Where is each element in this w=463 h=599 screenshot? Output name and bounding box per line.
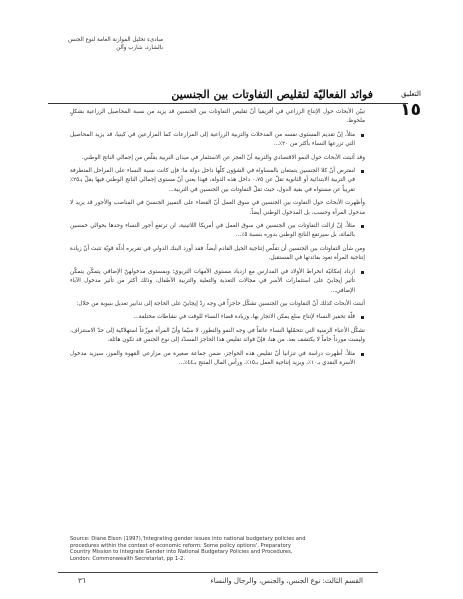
section-title: فوائد الفعاليّة لتقليص التفاوتات بين الجنسين xyxy=(171,88,373,101)
book-title: مبادىء تحليل الموازنة العامة لنوع الجنس xyxy=(68,37,163,43)
bullet-text: مثلاً، إنّ تقديم المستوى نفسه من المدخلات والتربية الزراعية إلى المزارعات كما المزارعين في كينيا، قد يزيد المحاصيل التي تزرعها النساء بأكثر من ٢٠٪... xyxy=(70,131,355,148)
bullet-icon xyxy=(361,170,364,173)
authors: بالشارد، شارب وآلن xyxy=(116,45,163,51)
body-content xyxy=(70,108,365,372)
page-number: ٣٦ xyxy=(78,577,86,585)
bullet-item xyxy=(70,313,365,322)
paragraph: تبيّن الأبحاث حول الإنتاج الزراعي في أفريقيا أنّ تقليص التفاوتات بين الجنسين قد يزيد من نسبة المحاصيل الزراعية بشكلٍ ملحوظ. xyxy=(70,109,365,125)
bullet-text: قلّة تحفيز النساء لإنتاج سلع يمكن الاتجار بها، وزيادة قضاء النساء للوقت في نشاطات مختلفة... xyxy=(133,314,355,321)
bullet-icon xyxy=(361,316,364,319)
bullet-icon xyxy=(361,353,364,356)
bullet-item xyxy=(70,222,365,241)
source-citation: Source: Diane Elson (1997),'Integrating gender issues into national budgetary policies and procedures within the context of economic reform: Some policy options', Preparatory Country Mission to Integrate Gender into National Budgetary Policies and Procedures, London: Commonwealth Secretariat, pp 1-2. xyxy=(70,536,306,562)
bullet-icon xyxy=(361,271,364,274)
paragraph: وأظهرت الأبحاث حول التفاوت بين الجنسين في سوق العمل أنّ القضاء على التمييز الجنسيّ في المناصب والأجور قد يزيد لا مدخول المرأة وحسب، بل المدخول الوطني أيضاً. xyxy=(70,200,365,216)
bullet-text: ازداد إمكانيّة انخراط الأولاد في المدارس مع ازدياد مستوى الأمهات التربوي؛ وبمستوى مدخولهنّ الإضافي يتمكّن يتمكّن تأثير إيجابيّ على استثمارات الأسر في مجالات التغذية والتعلية والتربية الأطفال، وذلك أكثر من تأثير مدخول الآباء الإضافي... xyxy=(70,268,355,294)
paragraph: أثبتت الأبحاث كذلك أنّ التفاوتات بين الجنسين تشكّل حاجزاً في وجه ردّ إيجابيّ على الحاجة إلى تدابير تعديل بنيوية من خلال: xyxy=(76,300,365,307)
footer-section-title: القسم الثالث: نوع الجنس، والجنس، والرجال والنساء xyxy=(210,577,363,585)
paragraph: وقد أثبتت الأبحاث حول النمو الاقتصادي والتربية أنّ العجز عن الاستثمار في ميدان التربية يقلّص من إجمالي الناتج الوطني. xyxy=(81,154,365,161)
bullet-text: مثلاً، أظهرت دراسة في تنزانيا أنّ تقليص هذه الحواجز، ضمن جماعة صغيرة من مزارعي القهوة والموز، سيزيد مدخول الأسرة النقدي بـ١٠٪، ويزيد إنتاجية العمل بـ١٥٪، ورأس المال المنتج بـ٤٤٪... xyxy=(70,350,355,366)
footer-rule xyxy=(58,572,378,573)
running-header xyxy=(33,36,163,52)
bullet-item xyxy=(70,131,365,150)
side-label: التعليق xyxy=(401,90,421,98)
bullet-item xyxy=(70,167,365,195)
bullet-text: مثلاً، إنّ ازالت التفاوتات بين الجنسين في سوق العمل في أمريكا اللاتينية، لن ترتفع أجور النساء وحدها بحوالي خمسين بالمائة، بل سيرتفع الناتج الوطني بدوره بنسبة ٥٪... xyxy=(70,223,355,239)
bullet-text: لنفترض أنّ كلا الجنسين يتمتعان بالمساواة في الشؤون كلّها داخل دولة ما؛ فإن كانت نسبة النساء على المراحل المتطرفة في التربية الابتدائية أو الثانوية تقلّ عن ٠،٧٥ داخل هذه الدولة، فهذا يعني أنّ مستوى إجمالي الناتج الوطني فيها يقلّ بـ٢٥٪ تقريباً عن مستواه في بقية الدول، حيث تقلّ التفاوتات بين الجنسين في التربية... xyxy=(70,168,356,193)
section-number: ١٥ xyxy=(400,100,421,120)
bullet-item xyxy=(70,350,365,369)
paragraph: تشكّل الأعباء الزمنية التي تتحمّلها النساء عائقاً في وجه النمو والتطور، لا سيّما وأنّ المرأة موزّعاً استهلاكية إلى حدّ الاستنزاف، وليست مورداً خاماً لا يكتشف بعد. من هنا، فإنّ فوائد تقليص هذا الحاجز المسدّد إلى نوع الجنس قد تكون هائلة. xyxy=(70,327,365,344)
section-title-row xyxy=(48,88,408,104)
bullet-icon xyxy=(361,225,364,228)
paragraph: ومن شأن التفاوتات بين الجنسين أن تقلّص إنتاجية الجيل القادم أيضاً. فقد أورد البنك الدولي في تقريره أدلّة قويّة تثبت أنّ زيادة إنتاجية المرأة تعود بفائدتها في المستقبل. xyxy=(70,245,365,262)
bullet-item xyxy=(70,268,365,296)
bullet-icon xyxy=(361,134,364,137)
title-rule xyxy=(48,103,408,104)
